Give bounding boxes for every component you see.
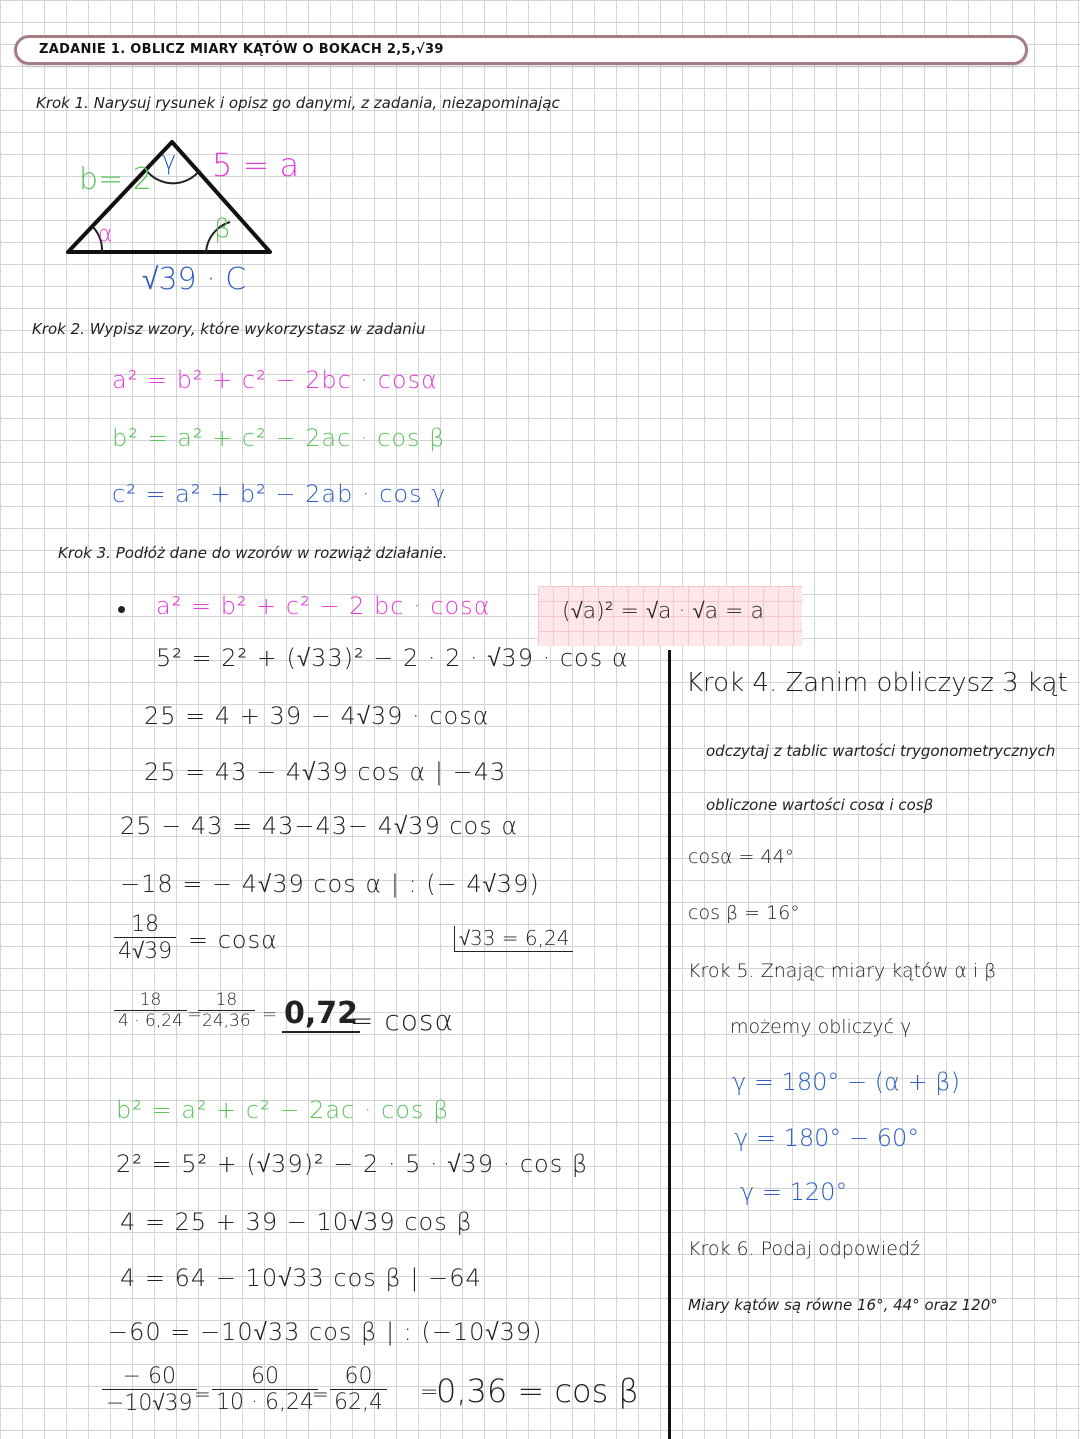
calc-alpha-line: 25 − 43 = 43−43− 4√39 cos α xyxy=(120,812,519,840)
fraction: $\frac{- 60}{-10√39}$ xyxy=(102,1364,197,1416)
bullet xyxy=(118,606,125,613)
fraction: $\frac{60}{62,4}$ xyxy=(330,1364,387,1415)
title-bar xyxy=(14,35,1028,65)
step-3: Krok 3. Podłóż dane do wzorów w rozwiąż działanie. xyxy=(58,544,448,562)
equals-sign: = xyxy=(194,1382,211,1406)
cos-alpha-result: = cosα xyxy=(350,1004,454,1037)
equals-sign: = xyxy=(420,1380,439,1405)
calc-beta-line: 2² = 5² + (√39)² − 2 · 5 · √39 · cos β xyxy=(116,1150,589,1178)
side-b-label: b= 2 xyxy=(79,162,152,197)
step-2: Krok 2. Wypisz wzory, które wykorzystasz w zadaniu xyxy=(32,320,426,338)
equals-sign: = xyxy=(312,1382,329,1406)
fraction-result: = cosα xyxy=(188,926,278,954)
fraction: $\frac{18}{4√39}$ xyxy=(114,912,176,964)
angle-alpha-label: α xyxy=(98,222,113,247)
angle-beta-label: β xyxy=(214,214,231,244)
column-divider xyxy=(668,650,671,1439)
note-text: (√a)² = √a · √a = a xyxy=(562,599,764,624)
fraction: $\frac{18}{4 \cdot 6,24}$ xyxy=(114,990,187,1031)
side-a-label: 5 = a xyxy=(212,146,300,184)
angle-gamma-label: γ xyxy=(161,146,177,176)
cos-beta-result: 0,36 = cos β xyxy=(436,1372,639,1410)
page-title: ZADANIE 1. OBLICZ MIARY KĄTÓW O BOKACH 2,5,√39 xyxy=(39,42,444,57)
calc-alpha-line: 25 = 43 − 4√39 cos α | −43 xyxy=(144,758,507,786)
formula-1: a² = b² + c² − 2bc · cosα xyxy=(112,366,438,394)
step-4-text: obliczone wartości cosα i cosβ xyxy=(706,796,934,814)
step-4-text: odczytaj z tablic wartości trygonometrycznych xyxy=(706,742,1056,760)
calc-alpha-line: 25 = 4 + 39 − 4√39 · cosα xyxy=(144,702,490,730)
formula-2: b² = a² + c² − 2ac · cos β xyxy=(112,424,446,452)
calc-alpha-line: 5² = 2² + (√33)² − 2 · 2 · √39 · cos α xyxy=(156,644,629,672)
step-6: Krok 6. Podaj odpowiedź xyxy=(688,1238,921,1260)
fraction: $\frac{60}{10 \cdot 6,24}$ xyxy=(212,1364,318,1415)
gamma-line: γ = 120° xyxy=(740,1178,848,1206)
calc-beta-line: 4 = 25 + 39 − 10√39 cos β xyxy=(120,1208,473,1236)
sqrt-approx: √33 = 6,24 xyxy=(454,926,573,952)
step-5: Krok 5. Znając miary kątów α i β xyxy=(688,960,997,982)
answer: Miary kątów są równe 16°, 44° oraz 120° xyxy=(688,1296,998,1314)
cos-alpha-deg: cosα = 44° xyxy=(688,846,795,868)
side-c-label: √39 · C xyxy=(142,262,247,297)
equals-sign: = xyxy=(262,1004,278,1025)
fraction: $\frac{18}{24,36}$ xyxy=(198,990,255,1031)
calc-beta-line: 4 = 64 − 10√33 cos β | −64 xyxy=(120,1264,482,1292)
gamma-line: γ = 180° − 60° xyxy=(734,1124,920,1152)
step-1: Krok 1. Narysuj rysunek i opisz go danymi, z zadania, niezapominając xyxy=(36,94,560,112)
cos-alpha-value: 0,72 xyxy=(284,996,359,1031)
calc-beta-formula: b² = a² + c² − 2ac · cos β xyxy=(116,1096,450,1124)
gamma-line: γ = 180° − (α + β) xyxy=(732,1068,960,1096)
formula-3: c² = a² + b² − 2ab · cos γ xyxy=(112,480,447,508)
equals-sign: = xyxy=(187,1004,203,1025)
calc-alpha-formula: a² = b² + c² − 2 bc · cosα xyxy=(156,592,491,620)
calc-beta-line: −60 = −10√33 cos β | : (−10√39) xyxy=(108,1318,543,1346)
cos-beta-deg: cos β = 16° xyxy=(688,902,800,924)
calc-alpha-line: −18 = − 4√39 cos α | : (− 4√39) xyxy=(120,870,540,898)
step-4: Krok 4. Zanim obliczysz 3 kąt xyxy=(686,668,1068,698)
step-5-text: możemy obliczyć γ xyxy=(730,1016,912,1038)
